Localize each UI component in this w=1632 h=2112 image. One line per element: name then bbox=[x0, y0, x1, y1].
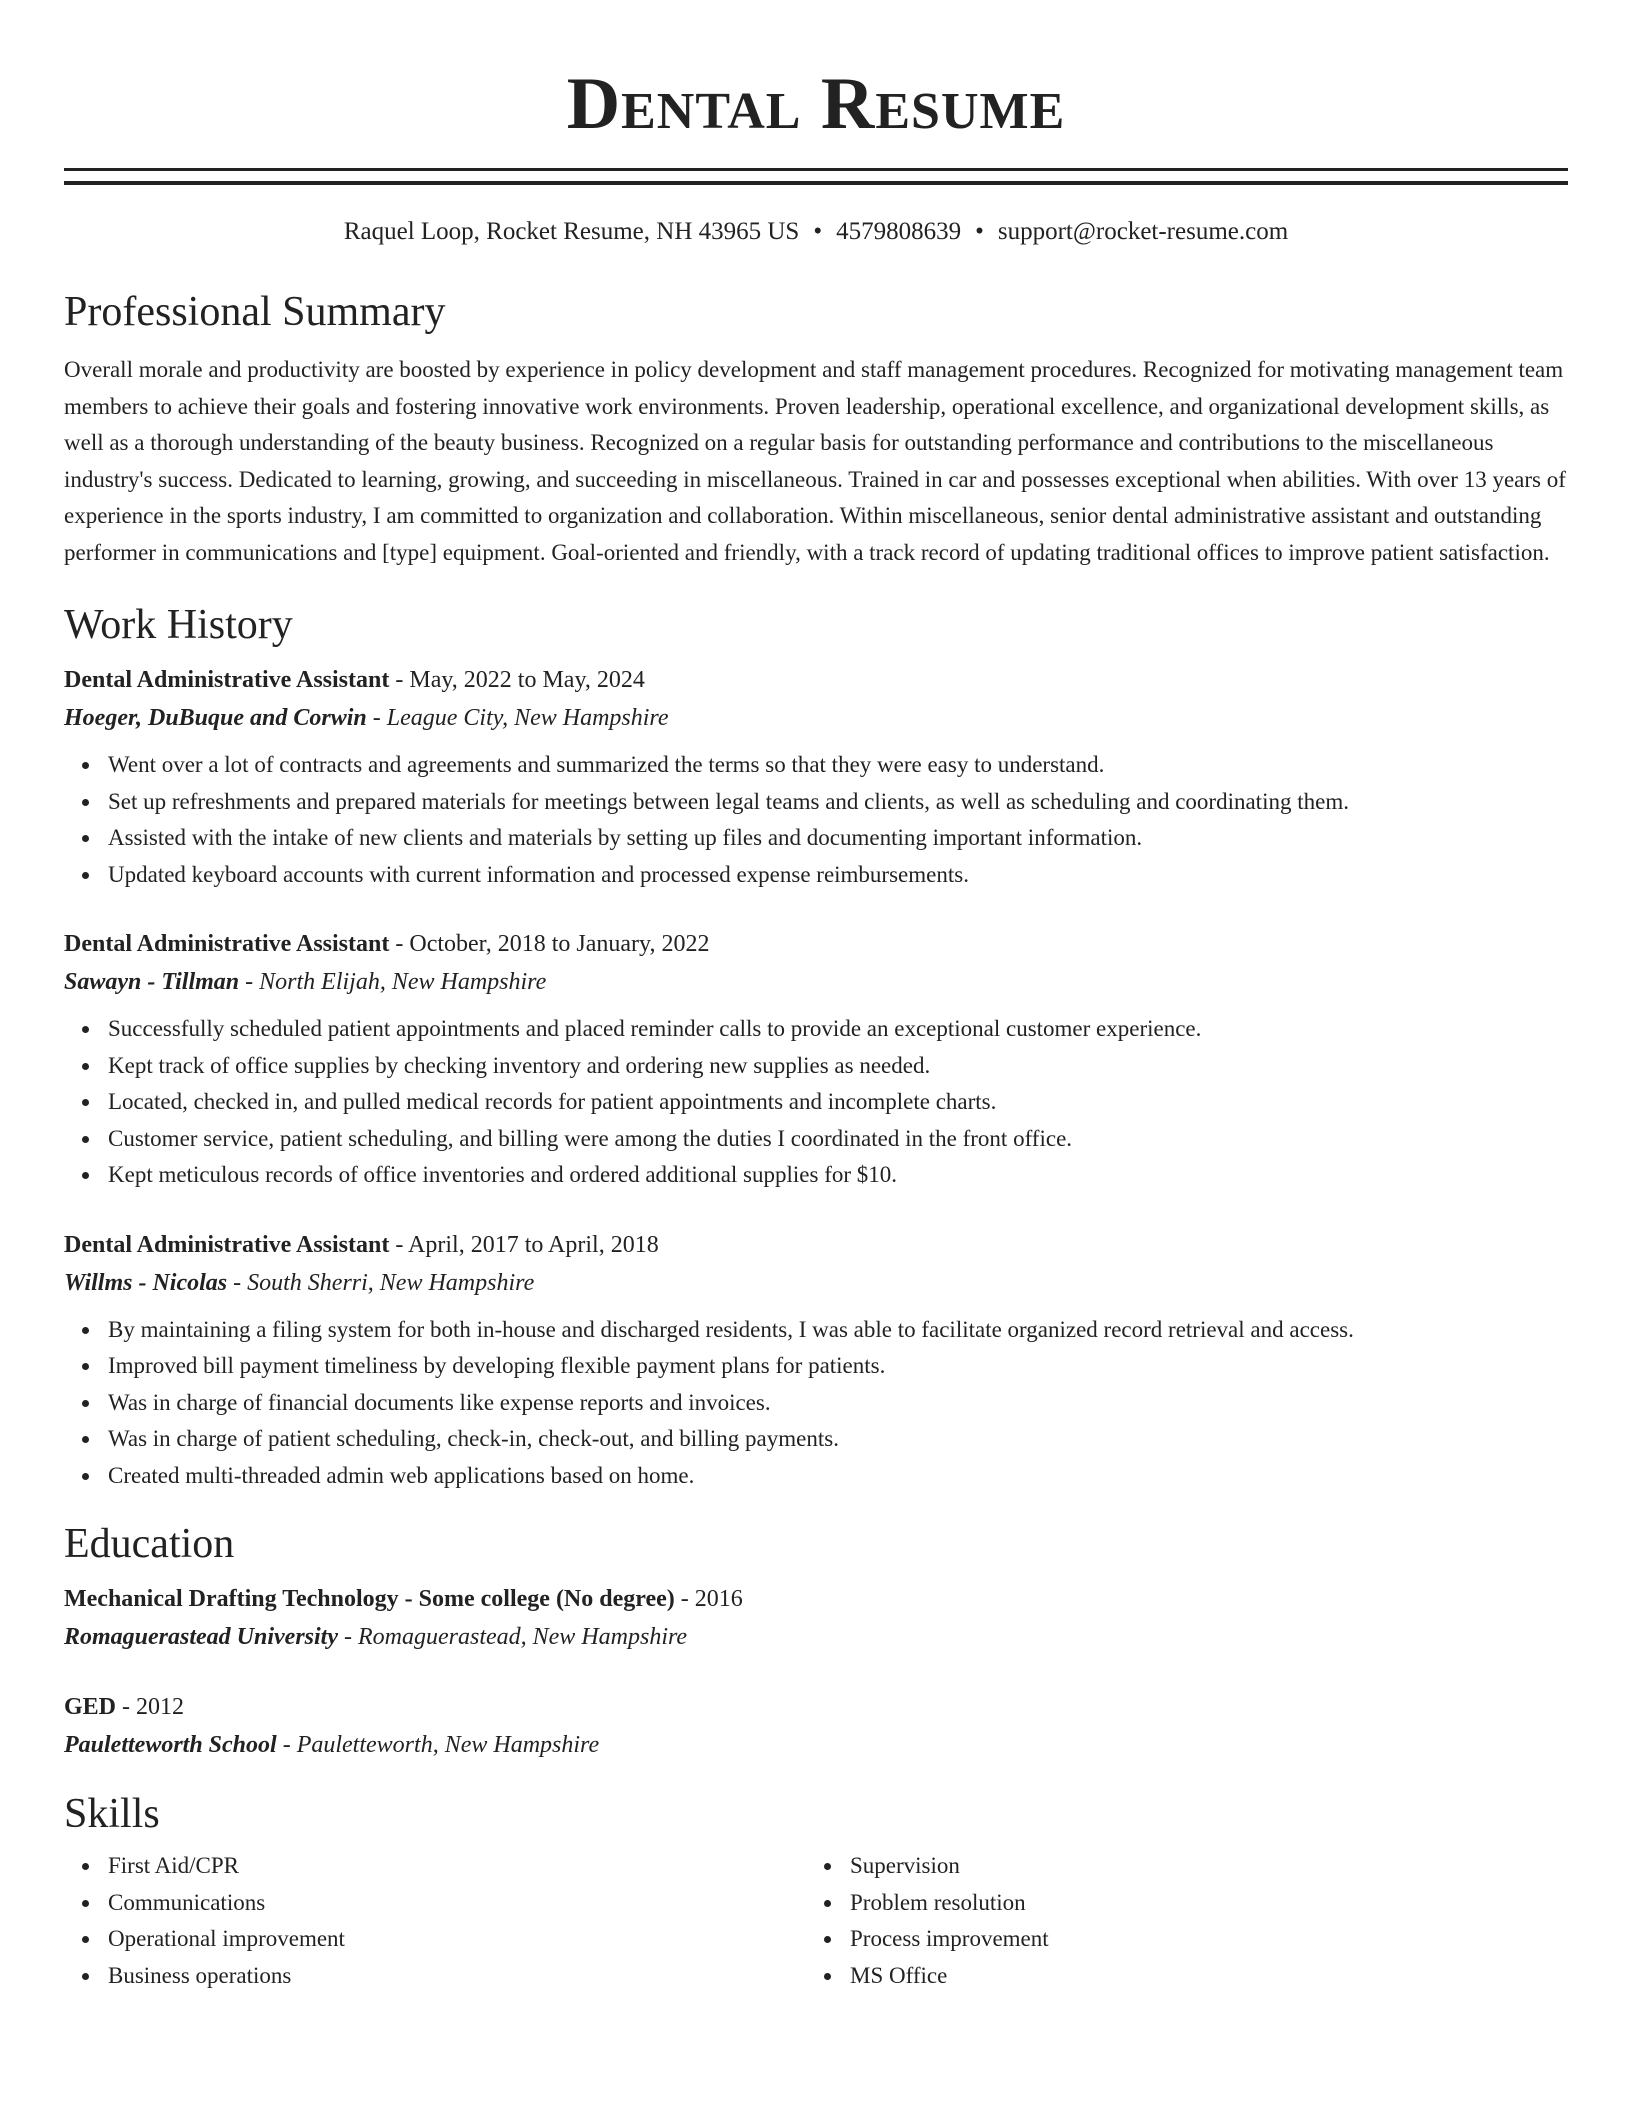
education-degree: Mechanical Drafting Technology - Some college (No degree) bbox=[64, 1586, 675, 1612]
job-bullet: By maintaining a filing system for both in-house and discharged residents, I was able to facilitate organized record retrieval and access. bbox=[108, 1312, 1568, 1349]
job-location: League City, New Hampshire bbox=[386, 705, 669, 731]
job-bullet: Was in charge of patient scheduling, check-in, check-out, and billing payments. bbox=[108, 1421, 1568, 1458]
contact-address: Raquel Loop, Rocket Resume, NH 43965 US bbox=[343, 218, 800, 245]
job-title-line bbox=[64, 1226, 1568, 1264]
job-title: Dental Administrative Assistant bbox=[64, 931, 390, 957]
education-year: 2016 bbox=[694, 1586, 743, 1612]
education-degree-line bbox=[64, 1580, 1568, 1618]
dash-separator: - bbox=[239, 969, 260, 995]
job-bullet: Created multi-threaded admin web applications based on home. bbox=[108, 1458, 1568, 1495]
job-bullet: Customer service, patient scheduling, and billing were among the duties I coordinated in the front office. bbox=[108, 1121, 1568, 1158]
job-bullets bbox=[64, 1312, 1568, 1495]
job-dates: April, 2017 to April, 2018 bbox=[408, 1231, 659, 1258]
skill-item: Communications bbox=[108, 1885, 806, 1922]
resume-title: Dental Resume bbox=[566, 63, 1066, 145]
job-bullet: Set up refreshments and prepared materials for meetings between legal teams and clients, as well as scheduling and coordinating them. bbox=[108, 784, 1568, 821]
skills-bullets bbox=[64, 1848, 806, 1994]
contact-separator: • bbox=[975, 218, 984, 245]
summary-text: Overall morale and productivity are boosted by experience in policy development and staff management procedures. Recognized for motivating management team members to achieve their goals and fostering innovative work environments. Proven leadership, operational excellence, and organizational development skills, as well as a thorough understanding of the beauty business. Recognized on a regular basis for outstanding performance and contributions to the miscellaneous industry's success. Dedicated to learning, growing, and succeeding in miscellaneous. Trained in car and possesses exceptional when abilities. With over 13 years of experience in the sports industry, I am committed to organization and collaboration. Within miscellaneous, senior dental administrative assistant and outstanding performer in communications and [type] equipment. Goal-oriented and friendly, with a track record of updating traditional offices to improve patient satisfaction. bbox=[64, 357, 1566, 565]
job-company: Hoeger, DuBuque and Corwin bbox=[64, 705, 367, 731]
contact-email: support@rocket-resume.com bbox=[997, 218, 1289, 245]
job-entry bbox=[64, 925, 1568, 1194]
work-history-heading: Work History bbox=[64, 602, 293, 648]
job-dates: October, 2018 to January, 2022 bbox=[409, 931, 710, 957]
education-school: Romaguerastead University bbox=[64, 1624, 338, 1650]
job-bullets bbox=[64, 747, 1568, 893]
dash-separator: - bbox=[366, 705, 387, 731]
skills-column-right bbox=[806, 1848, 1548, 1994]
job-bullets bbox=[64, 1011, 1568, 1194]
job-bullet: Was in charge of financial documents like expense reports and invoices. bbox=[108, 1385, 1568, 1422]
contact-phone: 4579808639 bbox=[836, 218, 962, 245]
job-bullet: Assisted with the intake of new clients and materials by setting up files and documenting important information. bbox=[108, 820, 1568, 857]
dash-separator: - bbox=[674, 1586, 695, 1612]
education-year: 2012 bbox=[136, 1694, 185, 1720]
summary-heading: Professional Summary bbox=[64, 289, 446, 335]
dash-separator: - bbox=[389, 931, 410, 957]
job-bullet: Kept track of office supplies by checking inventory and ordering new supplies as needed. bbox=[108, 1048, 1568, 1085]
job-entry bbox=[64, 1226, 1568, 1495]
education-school-line bbox=[64, 1726, 1568, 1764]
skills-column-left bbox=[64, 1848, 806, 1994]
dash-separator: - bbox=[389, 1231, 409, 1258]
job-location: South Sherri, New Hampshire bbox=[247, 1269, 535, 1296]
dash-separator: - bbox=[389, 667, 410, 693]
education-entry bbox=[64, 1688, 1568, 1764]
skill-item: Business operations bbox=[108, 1958, 806, 1995]
dash-separator: - bbox=[276, 1732, 297, 1758]
skills-list bbox=[64, 1848, 1568, 1994]
job-title-line bbox=[64, 925, 1568, 963]
skill-item: MS Office bbox=[850, 1958, 1548, 1995]
dash-separator: - bbox=[338, 1624, 358, 1650]
education-degree: GED bbox=[64, 1694, 117, 1720]
job-company: Sawayn - Tillman bbox=[64, 969, 240, 995]
job-bullet: Kept meticulous records of office inventories and ordered additional supplies for $10. bbox=[108, 1157, 1568, 1194]
job-company-line bbox=[64, 699, 1568, 737]
title-double-rule bbox=[64, 168, 1568, 185]
job-bullet: Went over a lot of contracts and agreements and summarized the terms so that they were easy to understand. bbox=[108, 747, 1568, 784]
job-company-line bbox=[64, 963, 1568, 1001]
dash-separator: - bbox=[227, 1269, 248, 1296]
job-bullet: Updated keyboard accounts with current information and processed expense reimbursements. bbox=[108, 857, 1568, 894]
job-dates: May, 2022 to May, 2024 bbox=[409, 667, 645, 693]
education-location: Romaguerastead, New Hampshire bbox=[358, 1624, 688, 1650]
skill-item: Problem resolution bbox=[850, 1885, 1548, 1922]
dash-separator: - bbox=[116, 1694, 137, 1720]
skill-item: Operational improvement bbox=[108, 1921, 806, 1958]
job-company-line bbox=[64, 1264, 1568, 1302]
education-entry bbox=[64, 1580, 1568, 1656]
job-location: North Elijah, New Hampshire bbox=[259, 969, 547, 995]
job-title: Dental Administrative Assistant bbox=[64, 1231, 390, 1258]
skills-bullets bbox=[806, 1848, 1548, 1994]
job-bullet: Located, checked in, and pulled medical records for patient appointments and incomplete charts. bbox=[108, 1084, 1568, 1121]
job-title: Dental Administrative Assistant bbox=[64, 667, 390, 693]
education-heading: Education bbox=[64, 1521, 235, 1567]
skills-heading: Skills bbox=[64, 1791, 160, 1837]
education-location: Pauletteworth, New Hampshire bbox=[296, 1732, 600, 1758]
job-bullet: Successfully scheduled patient appointments and placed reminder calls to provide an exceptional customer experience. bbox=[108, 1011, 1568, 1048]
education-school: Pauletteworth School bbox=[64, 1732, 277, 1758]
skill-item: Supervision bbox=[850, 1848, 1548, 1885]
job-title-line bbox=[64, 661, 1568, 699]
job-entry bbox=[64, 661, 1568, 893]
contact-separator: • bbox=[813, 218, 823, 245]
skill-item: Process improvement bbox=[850, 1921, 1548, 1958]
job-bullet: Improved bill payment timeliness by developing flexible payment plans for patients. bbox=[108, 1348, 1568, 1385]
skill-item: First Aid/CPR bbox=[108, 1848, 806, 1885]
contact-line bbox=[64, 216, 1568, 248]
education-school-line bbox=[64, 1618, 1568, 1656]
education-degree-line bbox=[64, 1688, 1568, 1726]
job-company: Willms - Nicolas bbox=[64, 1269, 228, 1296]
